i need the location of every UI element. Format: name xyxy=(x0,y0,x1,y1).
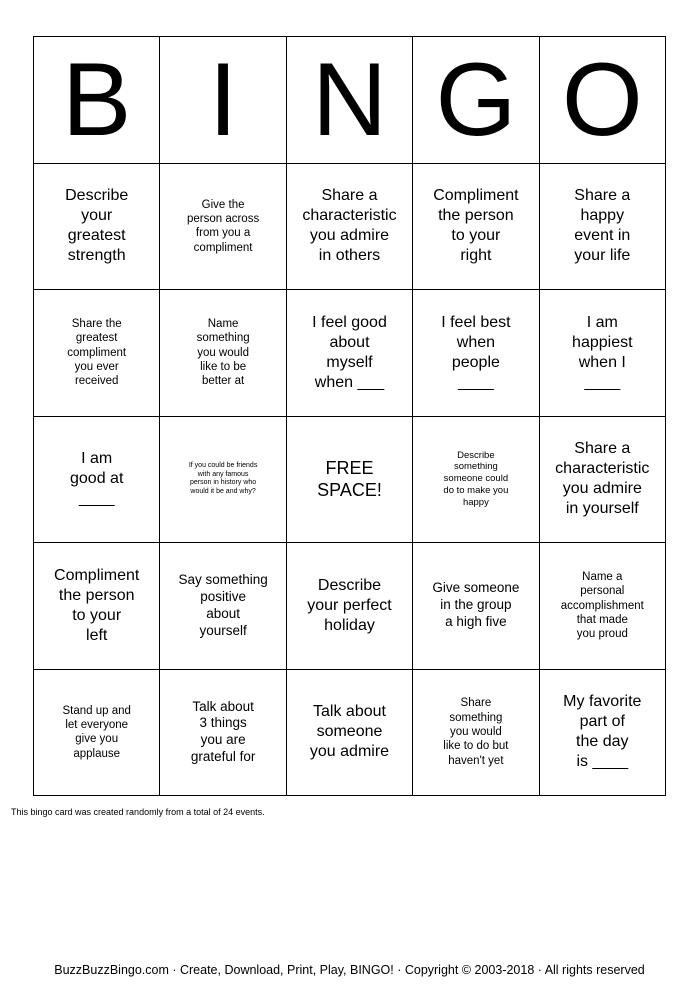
bingo-cell xyxy=(34,670,160,797)
cell-text: Give the person across from you a compliment xyxy=(186,198,260,254)
bingo-cell xyxy=(287,670,413,797)
cell-text: I feel best when people ____ xyxy=(441,313,511,391)
bingo-cell xyxy=(160,290,286,417)
cell-text: FREE SPACE! xyxy=(317,457,382,501)
cell-text: Share a characteristic you admire in yourself xyxy=(555,440,650,518)
bingo-cell xyxy=(287,290,413,417)
bingo-cell xyxy=(160,543,286,670)
cell-text: Name a personal accomplishment that made you proud xyxy=(560,570,644,641)
bingo-cell xyxy=(540,164,666,291)
cell-text: Share a characteristic you admire in others xyxy=(302,187,397,265)
cell-text: Say something positive about yourself xyxy=(178,572,268,638)
cell-text: If you could be friends with any famous person in history who would it be and why? xyxy=(188,461,258,495)
bingo-cell xyxy=(34,543,160,670)
bingo-card xyxy=(33,36,666,796)
cell-text: Name something you would like to be better at xyxy=(196,317,250,388)
cell-text: Talk about 3 things you are grateful for xyxy=(190,698,256,765)
cell-text: Share something you would like to do but haven't yet xyxy=(443,697,509,767)
bingo-cell xyxy=(34,417,160,544)
bingo-cell xyxy=(540,670,666,797)
bingo-cell xyxy=(160,670,286,797)
cell-text: Stand up and let everyone give you applause xyxy=(62,704,131,760)
header-letter-b: B xyxy=(34,37,160,164)
cell-text: Give someone in the group a high five xyxy=(432,580,520,630)
free-space-cell xyxy=(287,417,413,544)
bingo-cell xyxy=(413,290,539,417)
bingo-cell xyxy=(540,543,666,670)
bingo-cell xyxy=(34,164,160,291)
bingo-cell xyxy=(34,290,160,417)
header-letter-o: O xyxy=(540,37,666,164)
card-footnote: This bingo card was created randomly from a total of 24 events. xyxy=(11,807,265,817)
cell-text: Share the greatest compliment you ever received xyxy=(67,317,127,388)
header-letter-g: G xyxy=(413,37,539,164)
cell-text: Compliment the person to your left xyxy=(54,566,140,644)
bingo-cell xyxy=(413,543,539,670)
header-letter-n: N xyxy=(287,37,413,164)
bingo-cell xyxy=(413,417,539,544)
bingo-cell xyxy=(287,543,413,670)
cell-text: Describe something someone could do to make you happy xyxy=(443,449,509,509)
site-footer: BuzzBuzzBingo.com · Create, Download, Print, Play, BINGO! · Copyright © 2003-2018 · All rights reserved xyxy=(54,963,645,977)
cell-text: Describe your greatest strength xyxy=(65,187,129,265)
cell-text: Talk about someone you admire xyxy=(309,703,390,761)
cell-text: I am happiest when I ____ xyxy=(572,313,633,391)
header-letter-i: I xyxy=(160,37,286,164)
cell-text: I feel good about myself when ___ xyxy=(312,313,387,391)
bingo-cell xyxy=(160,164,286,291)
bingo-cell xyxy=(413,670,539,797)
bingo-cell xyxy=(540,417,666,544)
bingo-cell xyxy=(160,417,286,544)
bingo-cell xyxy=(540,290,666,417)
cell-text: Describe your perfect holiday xyxy=(307,576,392,634)
cell-text: Compliment the person to your right xyxy=(433,187,519,265)
bingo-cell xyxy=(413,164,539,291)
cell-text: My favorite part of the day is ____ xyxy=(563,693,642,771)
cell-text: Share a happy event in your life xyxy=(574,187,631,265)
bingo-cell xyxy=(287,164,413,291)
cell-text: I am good at ____ xyxy=(70,450,124,508)
